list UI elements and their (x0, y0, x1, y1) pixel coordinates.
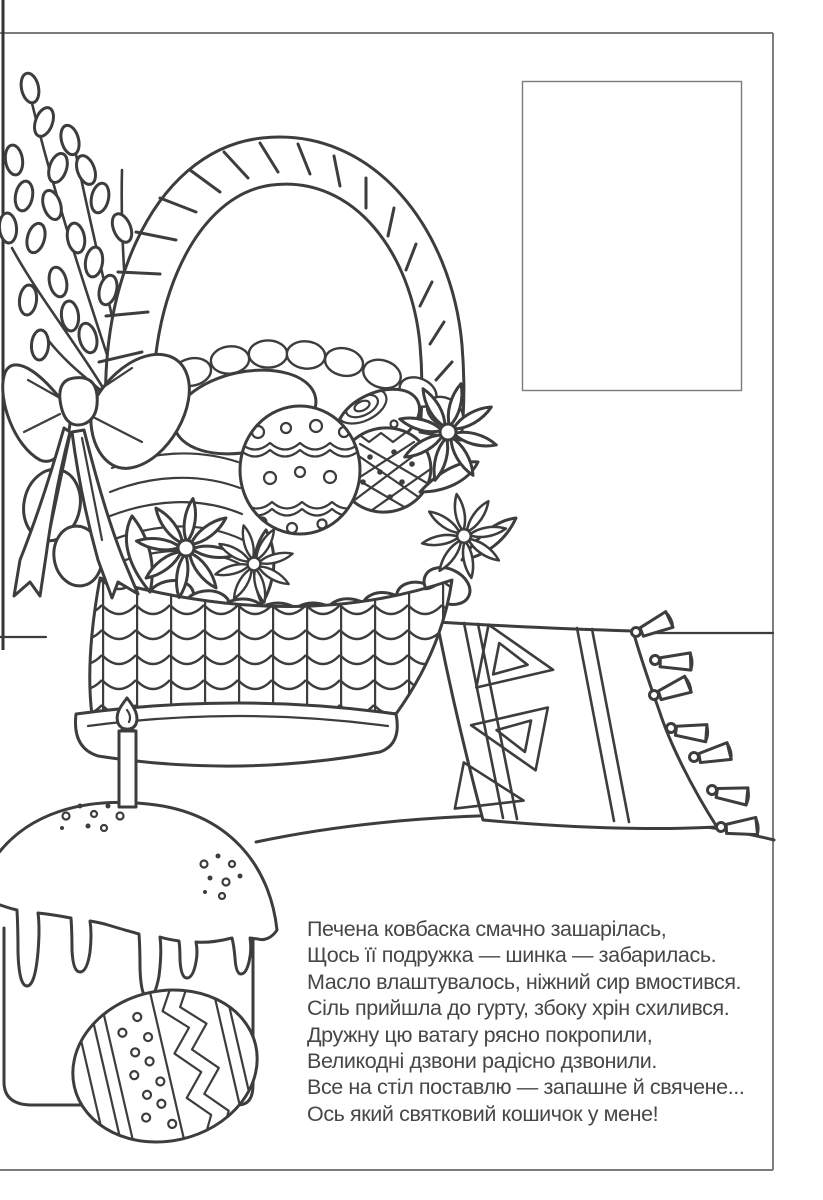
poem-line: Печена ковбаска смачно зашарілась, (307, 917, 667, 941)
candle (117, 698, 137, 807)
basket-weave-texture (90, 578, 452, 715)
poem-line: Великодні дзвони радісно дзвонили. (307, 1049, 657, 1074)
poem-line: Масло влаштувалось, ніжний сир вмостився. (307, 969, 742, 994)
blank-frame-box (523, 82, 742, 391)
poem-line: Все на стіл поставлю — запашне й свячене... (307, 1075, 745, 1100)
poem-line: Щось її подружка — шинка — забарилась. (307, 943, 717, 968)
poem-line: Сіль прийшла до гурту, збоку хрін схилився. (307, 996, 730, 1021)
poem-line: Дружну цю ватагу рясно покропили, (307, 1022, 653, 1047)
bow-knot (60, 378, 97, 425)
rushnyk-towel (437, 611, 759, 836)
poem-text-block (307, 916, 777, 1127)
poem-line: Ось який святковий кошичок у мене! (307, 1101, 659, 1126)
